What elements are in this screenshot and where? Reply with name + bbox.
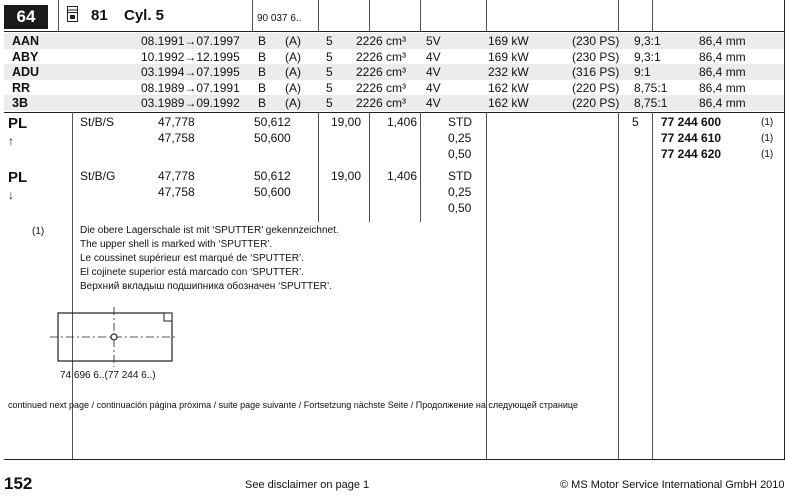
- engine-kw: 169 kW: [488, 49, 529, 64]
- engine-displacement: 2226 cm³: [356, 49, 407, 64]
- engine-valves: 5V: [426, 34, 441, 48]
- engine-compression: 9,3:1: [634, 49, 661, 64]
- engine-stroke: 86,4 mm: [699, 96, 746, 110]
- engine-ps: (230 PS): [572, 34, 620, 48]
- footnote-marker: (1): [32, 226, 45, 237]
- engine-period: 10.1992→12.1995: [141, 49, 240, 64]
- engine-valves: 4V: [426, 96, 441, 110]
- engine-valves: 4V: [426, 65, 441, 79]
- part-size: STD: [448, 115, 472, 129]
- engine-code[interactable]: ADU: [12, 65, 40, 79]
- engine-compression: 8,75:1: [634, 96, 668, 110]
- engine-kw: 162 kW: [488, 96, 529, 110]
- engine-induction: (A): [285, 65, 301, 79]
- col-sep: [618, 112, 619, 459]
- engine-displacement: 2226 cm³: [356, 96, 407, 110]
- part-d2: 50,600: [254, 131, 291, 145]
- part-size: 0,50: [448, 147, 472, 161]
- part-material: St/B/G: [80, 169, 116, 183]
- engine-stroke: 86,4 mm: [699, 49, 746, 64]
- arrow-up-icon: ↑: [8, 134, 14, 148]
- col-sep: [58, 0, 59, 31]
- engine-fuel: B: [258, 49, 267, 64]
- part-size: 0,25: [448, 185, 472, 199]
- engine-ps: (220 PS): [572, 80, 620, 95]
- engine-ps: (316 PS): [572, 65, 620, 79]
- engine-cyl: 5: [326, 34, 333, 48]
- page-number: 152: [4, 474, 33, 493]
- footnote-line: The upper shell is marked with ‘SPUTTER’.: [80, 239, 273, 250]
- part-quantity: 5: [632, 115, 639, 129]
- engine-valves: 4V: [426, 80, 441, 95]
- part-d2: 50,612: [254, 115, 291, 129]
- footnote-line: El cojinete superior está marcado con ‘SPUTTER’.: [80, 267, 304, 278]
- col-sep: [252, 0, 253, 31]
- col-sep: [618, 0, 619, 31]
- col-sep: [318, 112, 319, 222]
- piston-icon: [67, 6, 78, 22]
- col-sep: [369, 112, 370, 222]
- engine-induction: (A): [285, 49, 301, 64]
- copyright: © MS Motor Service International GmbH 2010: [560, 479, 785, 491]
- part-d1: 47,758: [158, 131, 195, 145]
- engine-kw: 169 kW: [488, 34, 529, 48]
- engine-period: 03.1989→09.1992: [141, 96, 240, 110]
- part-number[interactable]: 77 244 610: [661, 131, 722, 145]
- drawing-caption: 74 696 6..(77 244 6..): [60, 370, 156, 381]
- part-d1: 47,778: [158, 169, 195, 183]
- continued-note: continued next page / continuación página próxima / suite page suivante / Fortsetzung nächste Seite / Продолжение на следующей странице: [8, 400, 578, 410]
- engine-period: 08.1991→07.1997: [141, 34, 240, 48]
- footnote-line: Верхний вкладыш подшипника обозначен ‘SPUTTER’.: [80, 281, 332, 292]
- engine-period: 08.1989→07.1991: [141, 80, 240, 95]
- group-badge: 64: [4, 5, 48, 29]
- col-sep: [369, 0, 370, 31]
- engine-cyl: 5: [326, 80, 333, 95]
- engine-valves: 4V: [426, 49, 441, 64]
- part-size: 0,50: [448, 201, 472, 215]
- footnote-line: Die obere Lagerschale ist mit ‘SPUTTER’ gekennzeichnet.: [80, 225, 339, 236]
- col-sep: [652, 112, 653, 459]
- part-thickness: 1,406: [387, 169, 418, 183]
- engine-induction: (A): [285, 80, 301, 95]
- engine-ps: (230 PS): [572, 49, 620, 64]
- engine-fuel: B: [258, 34, 267, 48]
- bearing-shell-drawing: [46, 305, 182, 369]
- engine-ps: (220 PS): [572, 96, 620, 110]
- col-sep: [486, 0, 487, 31]
- model-number: 81: [91, 7, 108, 24]
- part-type: PL: [8, 169, 28, 186]
- engine-stroke: 86,4 mm: [699, 34, 746, 48]
- part-material: St/B/S: [80, 115, 115, 129]
- footer-rule: [4, 459, 784, 460]
- engine-code[interactable]: ABY: [12, 49, 39, 64]
- engine-cyl: 5: [326, 65, 333, 79]
- part-size: STD: [448, 169, 472, 183]
- engine-compression: 8,75:1: [634, 80, 668, 95]
- engine-kw: 232 kW: [488, 65, 529, 79]
- table-rule: [4, 112, 784, 113]
- engine-code[interactable]: AAN: [12, 34, 40, 48]
- col-sep: [318, 0, 319, 31]
- part-size: 0,25: [448, 131, 472, 145]
- engine-compression: 9,3:1: [634, 34, 661, 48]
- engine-kw: 162 kW: [488, 80, 529, 95]
- disclaimer: See disclaimer on page 1: [245, 479, 370, 491]
- col-sep: [420, 112, 421, 222]
- engine-compression: 9:1: [634, 65, 651, 79]
- engine-code[interactable]: 3B: [12, 96, 28, 110]
- engine-fuel: B: [258, 80, 267, 95]
- engine-induction: (A): [285, 96, 301, 110]
- part-width: 19,00: [331, 169, 362, 183]
- part-type: PL: [8, 115, 28, 132]
- reference-number: 90 037 6..: [257, 13, 302, 24]
- engine-code[interactable]: RR: [12, 80, 31, 95]
- col-sep: [652, 0, 653, 31]
- engine-cyl: 5: [326, 49, 333, 64]
- engine-displacement: 2226 cm³: [356, 34, 407, 48]
- part-d2: 50,600: [254, 185, 291, 199]
- part-d1: 47,758: [158, 185, 195, 199]
- part-number[interactable]: 77 244 600: [661, 115, 722, 129]
- engine-fuel: B: [258, 65, 267, 79]
- engine-displacement: 2226 cm³: [356, 80, 407, 95]
- footnote-line: Le coussinet supérieur est marqué de ‘SPUTTER’.: [80, 253, 304, 264]
- engine-period: 03.1994→07.1995: [141, 65, 240, 79]
- right-border: [784, 0, 785, 460]
- engine-induction: (A): [285, 34, 301, 48]
- engine-fuel: B: [258, 96, 267, 110]
- arrow-down-icon: ↓: [8, 188, 14, 202]
- engine-displacement: 2226 cm³: [356, 65, 407, 79]
- part-d2: 50,612: [254, 169, 291, 183]
- part-thickness: 1,406: [387, 115, 418, 129]
- part-width: 19,00: [331, 115, 362, 129]
- part-number[interactable]: 77 244 620: [661, 147, 722, 161]
- engine-cyl: 5: [326, 96, 333, 110]
- note-ref: (1): [761, 117, 774, 128]
- note-ref: (1): [761, 149, 774, 160]
- cylinder-label: Cyl. 5: [124, 7, 165, 24]
- engine-stroke: 86,4 mm: [699, 65, 746, 79]
- header-rule: [4, 31, 784, 32]
- engine-stroke: 86,4 mm: [699, 80, 746, 95]
- col-sep: [420, 0, 421, 31]
- part-d1: 47,778: [158, 115, 195, 129]
- note-ref: (1): [761, 133, 774, 144]
